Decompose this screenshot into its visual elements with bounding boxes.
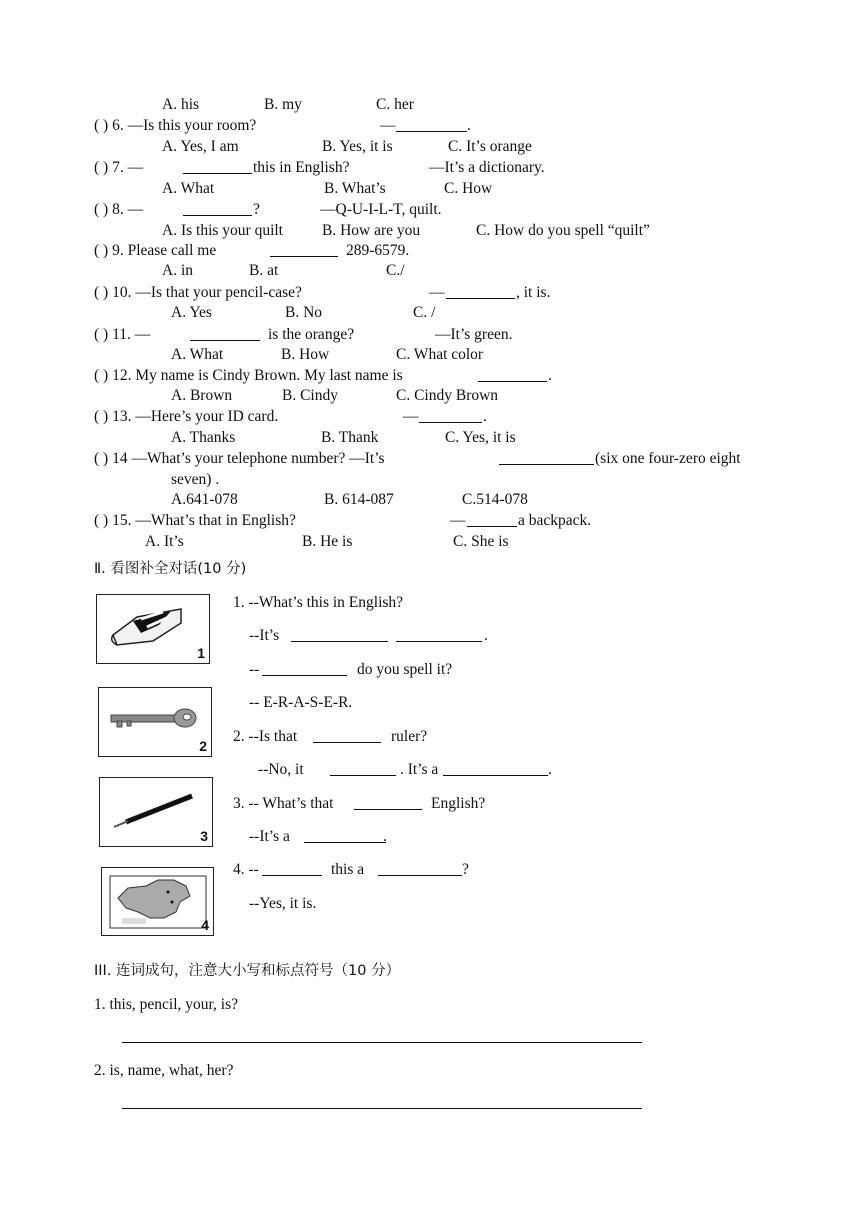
answer-blank[interactable] [396,641,482,642]
text-line: 289-6579. [346,242,410,259]
text-line: A. Thanks [171,429,236,446]
text-line: 2. is, name, what, her? [94,1062,234,1079]
text-line: A. Is this your quilt [162,222,283,239]
text-line: , it is. [516,284,551,301]
text-line: C. It’s orange [448,138,532,155]
text-line: C. Cindy Brown [396,387,499,404]
text-line: . [548,367,552,384]
text-line: — [450,512,466,529]
text-line: B. Yes, it is [322,138,393,155]
text-line: ( ) 8. — [94,201,144,218]
text-line: ( ) 13. —Here’s your ID card. [94,408,279,425]
answer-blank[interactable] [122,1042,642,1043]
answer-blank[interactable] [262,875,322,876]
picture-number: 2 [199,738,207,754]
text-line: A. Brown [171,387,233,404]
text-line: C./ [386,262,405,279]
text-line: . [484,627,488,644]
text-line: this a [331,861,365,878]
text-line: ( ) 7. — [94,159,144,176]
text-line: B. Cindy [282,387,338,404]
answer-blank[interactable] [313,742,381,743]
text-line: --It’s [249,627,280,644]
answer-blank[interactable] [122,1108,642,1109]
text-line: A. Yes [171,304,212,321]
text-line: 1. this, pencil, your, is? [94,996,239,1013]
text-line: -- [249,661,260,678]
text-line: seven) . [171,471,220,488]
answer-blank[interactable] [330,775,396,776]
text-line: . It’s a [400,761,439,778]
text-line: C. / [413,304,436,321]
answer-blank[interactable] [262,675,347,676]
text-line: B. He is [302,533,353,550]
text-line: ( ) 12. My name is Cindy Brown. My last name is [94,367,403,384]
key-picture [98,687,212,757]
text-line: A. It’s [145,533,184,550]
eraser-picture [96,594,210,664]
text-line: C. her [376,96,414,113]
answer-blank[interactable] [378,875,462,876]
text-line: -- E-R-A-S-E-R. [249,694,353,711]
answer-blank[interactable] [304,842,386,843]
answer-blank[interactable] [419,422,482,423]
text-line: C.514-078 [462,491,528,508]
text-line: (six one four-zero eight [595,450,741,467]
text-line: C. How [444,180,493,197]
answer-blank[interactable] [499,464,594,465]
text-line: — [380,117,396,134]
text-line: C. Yes, it is [445,429,516,446]
text-line: ? [462,861,469,878]
text-line: A. Yes, I am [162,138,239,155]
text-line: a backpack. [518,512,592,529]
answer-blank[interactable] [183,215,252,216]
answer-blank[interactable] [443,775,548,776]
text-line: 1. --What’s this in English? [233,594,404,611]
answer-blank[interactable] [446,298,515,299]
text-line: 2. --Is that [233,728,298,745]
text-line: ( ) 11. — [94,326,151,343]
text-line: — [403,408,419,425]
china-map-picture [101,867,214,936]
text-line: ( ) 6. —Is this your room? [94,117,257,134]
text-line: B. How [281,346,330,363]
answer-blank[interactable] [291,641,388,642]
text-line: . [483,408,487,425]
text-line: ( ) 14 —What’s your telephone number? —It’s [94,450,385,467]
answer-blank[interactable] [478,381,547,382]
text-line: A. What [171,346,224,363]
text-line: B. at [249,262,279,279]
pen-picture [99,777,213,847]
text-line: ( ) 10. —Is that your pencil-case? [94,284,302,301]
answer-blank[interactable] [183,173,252,174]
text-line: --It’s a [249,828,290,845]
pen-icon [100,778,212,846]
text-line: this in English? [253,159,350,176]
text-line: . [548,761,552,778]
text-line: ( ) 9. Please call me [94,242,217,259]
text-line: — [429,284,445,301]
text-line: B. No [285,304,323,321]
map-icon [102,868,213,935]
text-line: A. his [162,96,200,113]
text-line: . [467,117,471,134]
text-line: B. my [264,96,302,113]
text-line: A. What [162,180,215,197]
text-line: —It’s green. [435,326,513,343]
text-line: ruler? [391,728,428,745]
text-line: A.641-078 [171,491,238,508]
text-line: . [383,828,387,845]
text-line: C. How do you spell “quilt” [476,222,650,239]
picture-number: 3 [200,828,208,844]
text-line: is the orange? [268,326,355,343]
answer-blank[interactable] [190,340,260,341]
text-line: B. Thank [321,429,379,446]
text-line: ( ) 15. —What’s that in English? [94,512,296,529]
text-line: C. What color [396,346,484,363]
text-line: 4. -- [233,861,259,878]
answer-blank[interactable] [467,526,517,527]
text-line: 3. -- What’s that [233,795,334,812]
text-line: ? [253,201,260,218]
section-heading: Ⅱ. 看图补全对话(10 分) [94,561,247,577]
answer-blank[interactable] [396,131,467,132]
text-line: B. 614-087 [324,491,394,508]
text-line: English? [431,795,486,812]
text-line: --No, it [258,761,304,778]
picture-number: 4 [201,917,209,933]
eraser-icon [97,595,209,663]
text-line: —It’s a dictionary. [429,159,545,176]
text-line: A. in [162,262,193,279]
text-line: —Q-U-I-L-T, quilt. [320,201,442,218]
text-line: --Yes, it is. [249,895,317,912]
text-line: B. How are you [322,222,421,239]
text-line: B. What’s [324,180,386,197]
key-icon [99,688,211,756]
text-line: C. She is [453,533,509,550]
answer-blank[interactable] [354,809,422,810]
text-line: do you spell it? [357,661,453,678]
answer-blank[interactable] [270,256,338,257]
picture-number: 1 [197,645,205,661]
section-heading: III. 连词成句，注意大小写和标点符号（10 分） [94,963,401,979]
